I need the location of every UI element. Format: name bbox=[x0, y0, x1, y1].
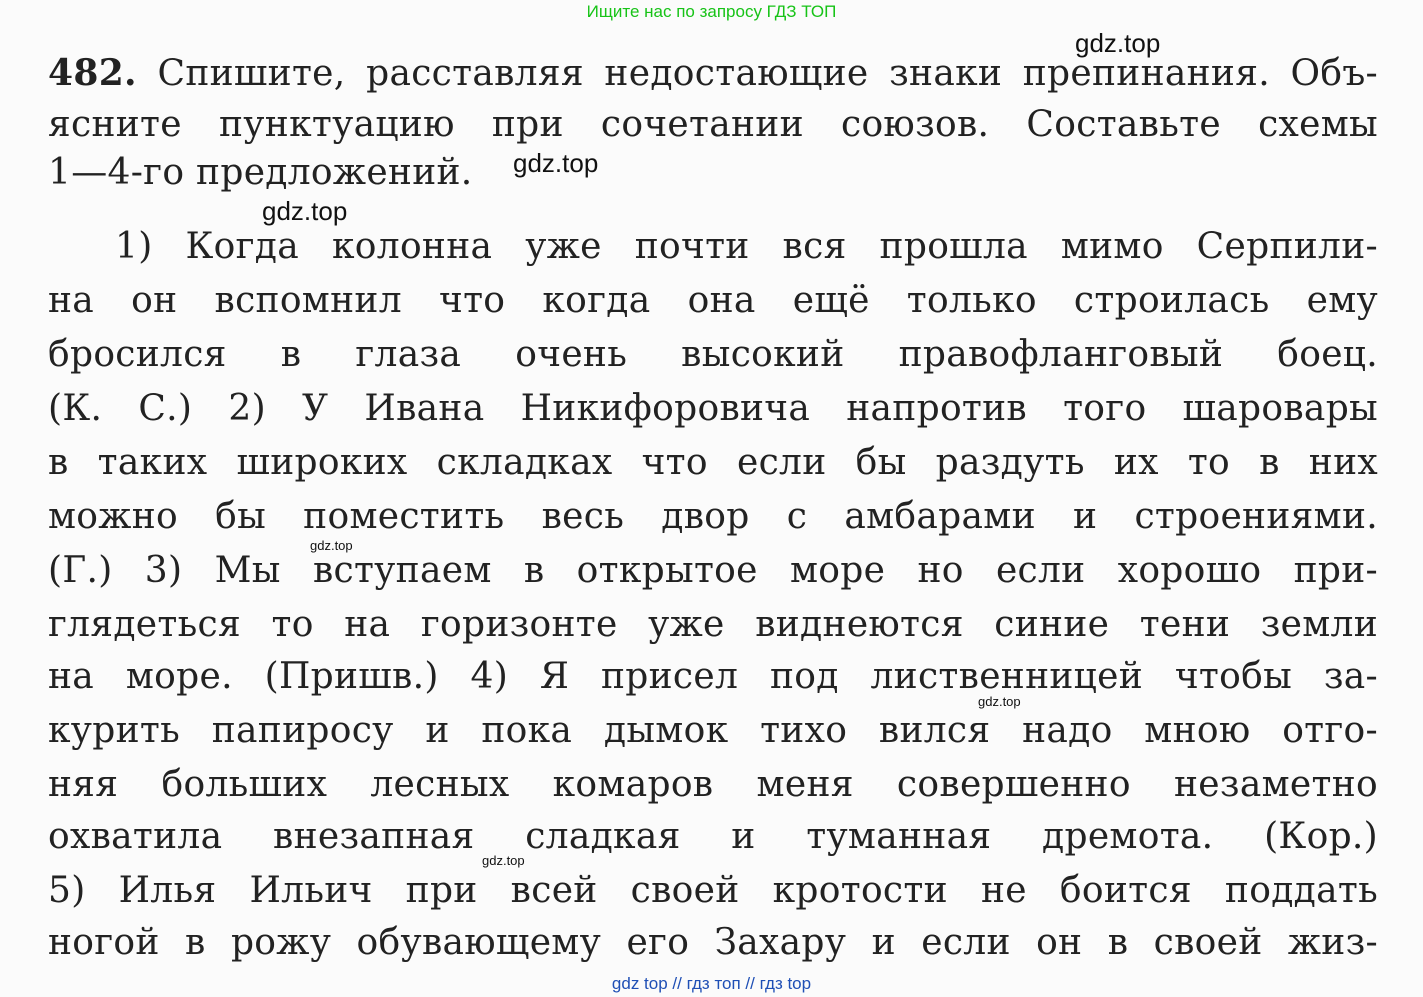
watermark: gdz.top bbox=[1075, 28, 1161, 58]
text-line: 5) Илья Ильич при всей своей кротости не боится поддать bbox=[48, 870, 1378, 911]
text-line: 482. Спишите, расставляя недостающие знаки препинания. Объ- bbox=[48, 52, 1378, 94]
watermark: gdz.top bbox=[513, 148, 599, 178]
text-line: бросился в глаза очень высокий правофланговый боец. bbox=[48, 334, 1378, 375]
text-line: можно бы поместить весь двор с амбарами и строениями. bbox=[48, 496, 1378, 537]
text-line: охватила внезапная сладкая и туманная дремота. (Кор.) bbox=[48, 816, 1378, 857]
exercise-number: 482. bbox=[48, 52, 137, 94]
text-line: на он вспомнил что когда она ещё только строилась ему bbox=[48, 280, 1378, 321]
text-line: 1) Когда колонна уже почти вся прошла мимо Серпили- bbox=[115, 226, 1378, 267]
text-line: глядеться то на горизонте уже виднеются синие тени земли bbox=[48, 604, 1378, 645]
text-line: в таких широких складках что если бы раздуть их то в них bbox=[48, 442, 1378, 483]
text-line: няя больших лесных комаров меня совершенно незаметно bbox=[48, 764, 1378, 805]
footer-links[interactable]: gdz top // гдз топ // гдз top bbox=[611, 974, 812, 993]
header-ad-text[interactable]: Ищите нас по запросу ГДЗ ТОП bbox=[586, 2, 837, 21]
text-line: (К. С.) 2) У Ивана Никифоровича напротив того шаровары bbox=[48, 388, 1378, 429]
text-line: ясните пунктуацию при сочетании союзов. Составьте схемы bbox=[48, 104, 1378, 145]
text-line: (Г.) 3) Мы вступаем в открытое море но если хорошо при- bbox=[48, 550, 1378, 591]
watermark: gdz.top bbox=[482, 853, 525, 868]
text-line: курить папиросу и пока дымок тихо вился надо мною отго- bbox=[48, 710, 1378, 751]
text-line: на море. (Пришв.) 4) Я присел под лиственницей чтобы за- bbox=[48, 656, 1378, 697]
text-line: ногой в рожу обувающему его Захару и если он в своей жиз- bbox=[48, 922, 1378, 963]
watermark: gdz.top bbox=[978, 694, 1021, 709]
watermark: gdz.top bbox=[310, 538, 353, 553]
watermark: gdz.top bbox=[262, 196, 348, 226]
text-line: 1—4-го предложений. bbox=[48, 152, 473, 193]
